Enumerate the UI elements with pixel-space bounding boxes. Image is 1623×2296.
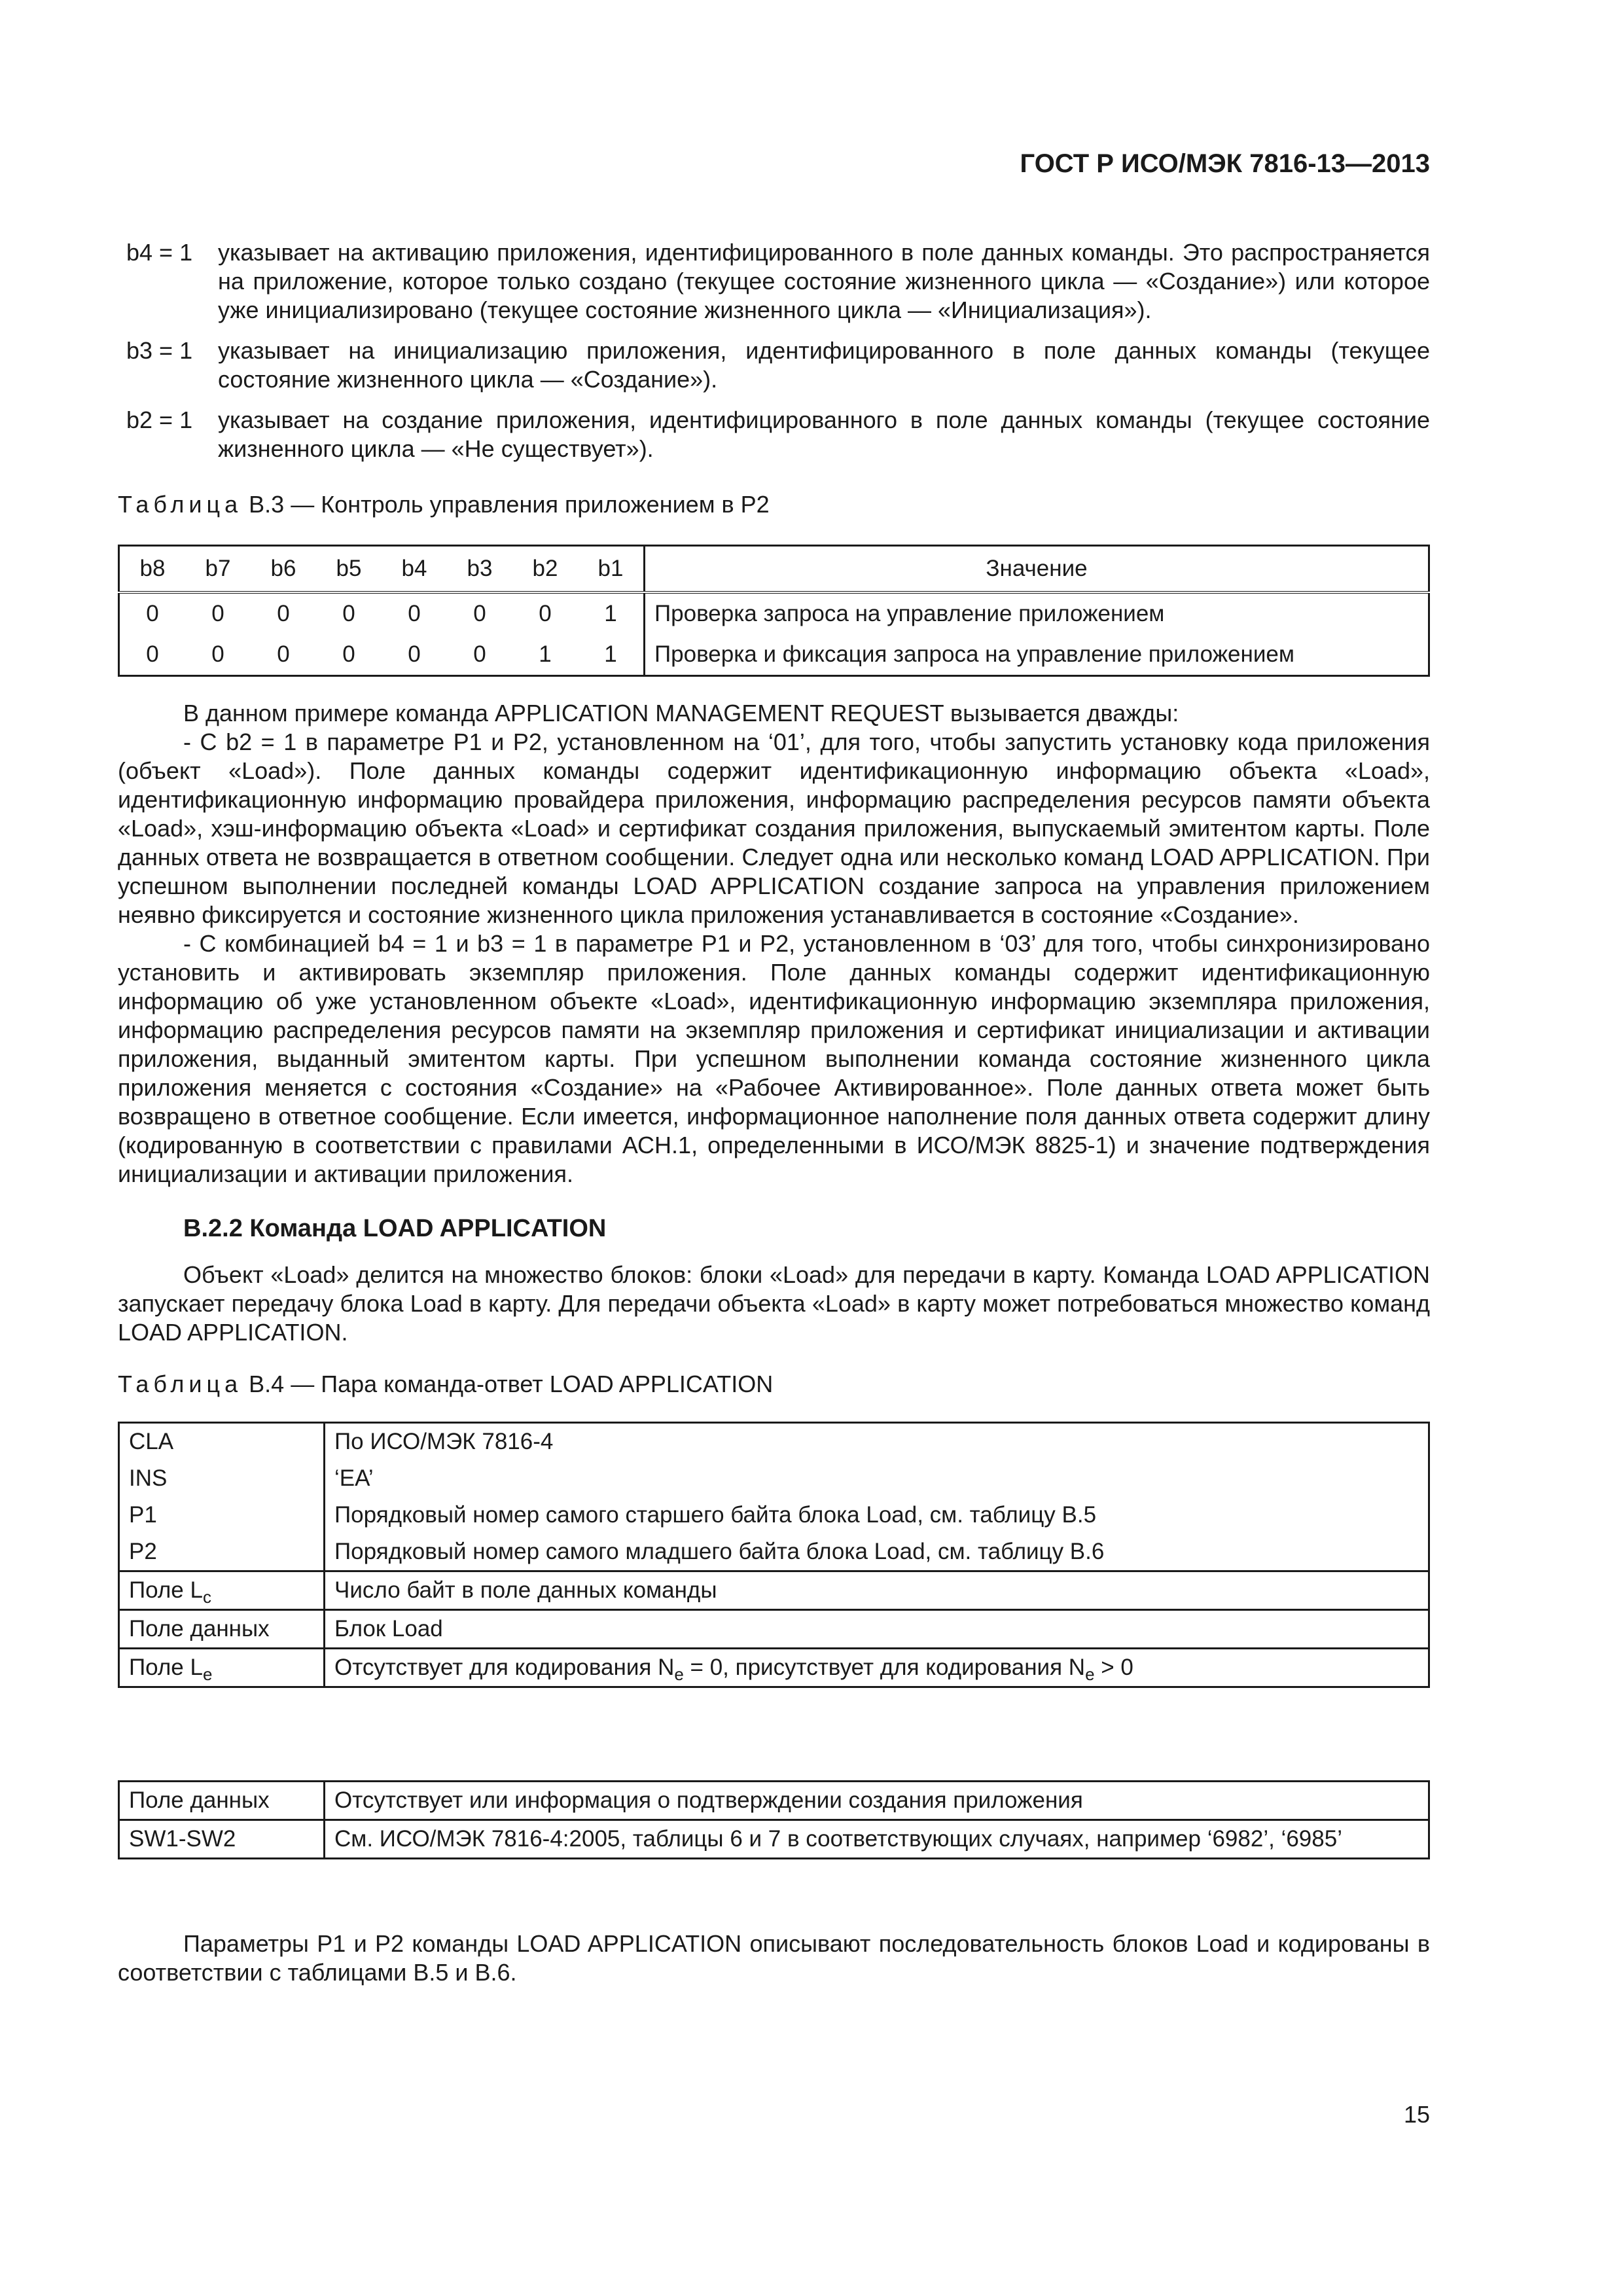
meaning-cell: Проверка и фиксация запроса на управление приложением (645, 634, 1429, 676)
bit-cell: 0 (277, 601, 290, 626)
value-cell: Порядковый номер самого младшего байта блока Load, см. таблицу В.6 (334, 1539, 1105, 1564)
header-cell: b6 (251, 546, 316, 593)
paragraph: В данном примере команда APPLICATION MANAGEMENT REQUEST вызывается дважды: (183, 700, 1179, 726)
field-cell: INS (119, 1460, 325, 1497)
header-cell: b7 (185, 546, 251, 593)
subscript: e (202, 1664, 213, 1684)
field-label: Поле L (129, 1577, 203, 1603)
table-b4-response (118, 1780, 1430, 1859)
header-cell: b8 (119, 546, 186, 593)
closing-text (118, 1929, 1430, 1987)
definition-item (126, 336, 1430, 394)
header-cell: Значение (645, 546, 1429, 593)
table-row (119, 1649, 1429, 1687)
field-cell: P2 (119, 1534, 325, 1571)
definition-text: указывает на создание приложения, идентифицированного в поле данных команды (текущее состояние жизненного цикла — «Не существует»). (218, 406, 1430, 462)
field-cell (119, 1649, 325, 1687)
field-cell: Поле данных (119, 1782, 325, 1820)
table-b3-caption (118, 491, 770, 518)
table-row (119, 1571, 1429, 1610)
document-header: ГОСТ Р ИСО/МЭК 7816-13—2013 (1020, 149, 1430, 178)
table-b3 (118, 545, 1430, 677)
caption-label: Таблица (118, 491, 243, 518)
value-cell (325, 1649, 1429, 1687)
subscript: e (1085, 1664, 1095, 1684)
definition-term: b3 = 1 (126, 337, 193, 364)
caption-text: В.3 — Контроль управления приложением в Р2 (249, 491, 770, 518)
bit-cell: 0 (408, 641, 421, 667)
header-cell: b3 (447, 546, 512, 593)
field-cell: CLA (119, 1423, 325, 1461)
header-cell: b2 (512, 546, 578, 593)
value-text: Отсутствует для кодирования N (334, 1655, 675, 1680)
header-cell: b5 (316, 546, 382, 593)
paragraph: Параметры Р1 и Р2 команды LOAD APPLICATION описывают последовательность блоков Load и кодированы в соответствии с таблицами В.5 и В.6. (118, 1930, 1430, 1986)
bit-cell: 0 (146, 641, 159, 667)
meaning-cell: Проверка запроса на управление приложением (645, 592, 1429, 634)
definition-text: указывает на инициализацию приложения, идентифицированного в поле данных команды (текущее состояние жизненного цикла — «Создание»). (218, 337, 1430, 393)
bit-cell: 0 (473, 601, 486, 626)
bit-cell: 0 (211, 641, 224, 667)
table-row (119, 1782, 1429, 1820)
value-cell: Число байт в поле данных команды (325, 1571, 1429, 1610)
bit-cell: 1 (539, 641, 552, 667)
bit-cell: 0 (277, 641, 290, 667)
page-number: 15 (1403, 2101, 1430, 2128)
bit-cell: 0 (211, 601, 224, 626)
table-row (119, 634, 1429, 676)
value-cell: Блок Load (325, 1610, 1429, 1649)
bit-cell: 0 (342, 601, 355, 626)
paragraph: - С комбинацией b4 = 1 и b3 = 1 в параметре Р1 и Р2, установленном в ‘03’ для того, чтобы синхронизировано установить и активировать экземпляр приложения. Поле данных команды содержит идентификационную информацию об уже установленном объекте «Load», идентификационную информацию экземпляра приложения, информацию распределения ресурсов памяти на экземпляр приложения и сертификат инициализации и активации приложения, выданный эмитентом карты. При успешном выполнении команда состояние жизненного цикла приложения меняется с состояния «Создание» на «Рабочее Активированное». Поле данных ответа может быть возвращено в ответное сообщение. Если имеется, информационное наполнение поля данных ответа содержит длину (кодированную в соответствии с правилами АСН.1, определенными в ИСО/МЭК 8825-1) и значение подтверждения инициализации и активации приложения. (118, 930, 1430, 1187)
bit-cell: 0 (473, 641, 486, 667)
example-text (118, 699, 1430, 1189)
value-text: = 0, присутствует для кодирования N (683, 1655, 1086, 1680)
value-cell: ‘EA’ (334, 1465, 374, 1491)
table-row (119, 1423, 1429, 1461)
header-cell: b4 (382, 546, 447, 593)
definition-item (126, 406, 1430, 463)
bit-cell: 0 (539, 601, 552, 626)
value-cell: По ИСО/МЭК 7816-4 (334, 1429, 554, 1454)
definition-term: b2 = 1 (126, 406, 193, 433)
bit-cell: 0 (342, 641, 355, 667)
field-cell: SW1-SW2 (119, 1820, 325, 1859)
value-cell: См. ИСО/МЭК 7816-4:2005, таблицы 6 и 7 в соответствующих случаях, например ‘6982’, ‘6985’ (325, 1820, 1429, 1859)
table-b4-command (118, 1422, 1430, 1688)
subscript: c (202, 1587, 211, 1607)
bit-cell: 0 (146, 601, 159, 626)
section-heading: В.2.2 Команда LOAD APPLICATION (183, 1215, 607, 1242)
field-cell: P1 (119, 1497, 325, 1534)
definition-text: указывает на активацию приложения, идентифицированного в поле данных команды. Это распространяется на приложение, которое только создано (текущее состояние жизненного цикла — «Создание») или которое уже инициализировано (текущее состояние жизненного цикла — «Инициализация»). (218, 239, 1430, 323)
table-b4-caption (118, 1371, 773, 1398)
header-cell: b1 (578, 546, 645, 593)
field-cell: Поле данных (119, 1610, 325, 1649)
table-row (119, 1820, 1429, 1859)
caption-text: В.4 — Пара команда-ответ LOAD APPLICATION (249, 1371, 774, 1397)
definition-term: b4 = 1 (126, 239, 193, 266)
table-row (119, 1497, 1429, 1534)
bit-cell: 0 (408, 601, 421, 626)
bit-cell: 1 (604, 641, 617, 667)
field-label: Поле L (129, 1655, 203, 1680)
field-cell (119, 1571, 325, 1610)
value-text: > 0 (1094, 1655, 1133, 1680)
paragraph: - С b2 = 1 в параметре Р1 и Р2, установленном на ‘01’, для того, чтобы запустить установку кода приложения (объект «Load»). Поле данных команды содержит идентификационную информацию объекта «Load», идентификационную информацию провайдера приложения, информацию распределения ресурсов памяти объекта «Load», хэш-информацию объекта «Load» и сертификат создания приложения, выпускаемый эмитентом карты. Поле данных ответа не возвращается в ответном сообщении. Следует одна или несколько команд LOAD APPLICATION. При успешном выполнении последней команды LOAD APPLICATION создание запроса на управления приложением неявно фиксируется и состояние жизненного цикла приложения устанавливается в состояние «Создание». (118, 728, 1430, 928)
table-row (119, 1534, 1429, 1571)
table-row (119, 592, 1429, 634)
table-row (119, 1460, 1429, 1497)
section-text (118, 1261, 1430, 1347)
subscript: e (674, 1664, 684, 1684)
table-row (119, 1610, 1429, 1649)
paragraph: Объект «Load» делится на множество блоков: блоки «Load» для передачи в карту. Команда LOAD APPLICATION запускает передачу блока Load в карту. Для передачи объекта «Load» в карту может потребоваться множество команд LOAD APPLICATION. (118, 1261, 1430, 1346)
bit-cell: 1 (604, 601, 617, 626)
bit-definitions (126, 238, 1430, 475)
caption-label: Таблица (118, 1371, 243, 1397)
value-cell: Отсутствует или информация о подтверждении создания приложения (334, 1787, 1083, 1813)
table-header-row (119, 546, 1429, 593)
definition-item (126, 238, 1430, 325)
value-cell: Порядковый номер самого старшего байта блока Load, см. таблицу В.5 (334, 1502, 1097, 1528)
